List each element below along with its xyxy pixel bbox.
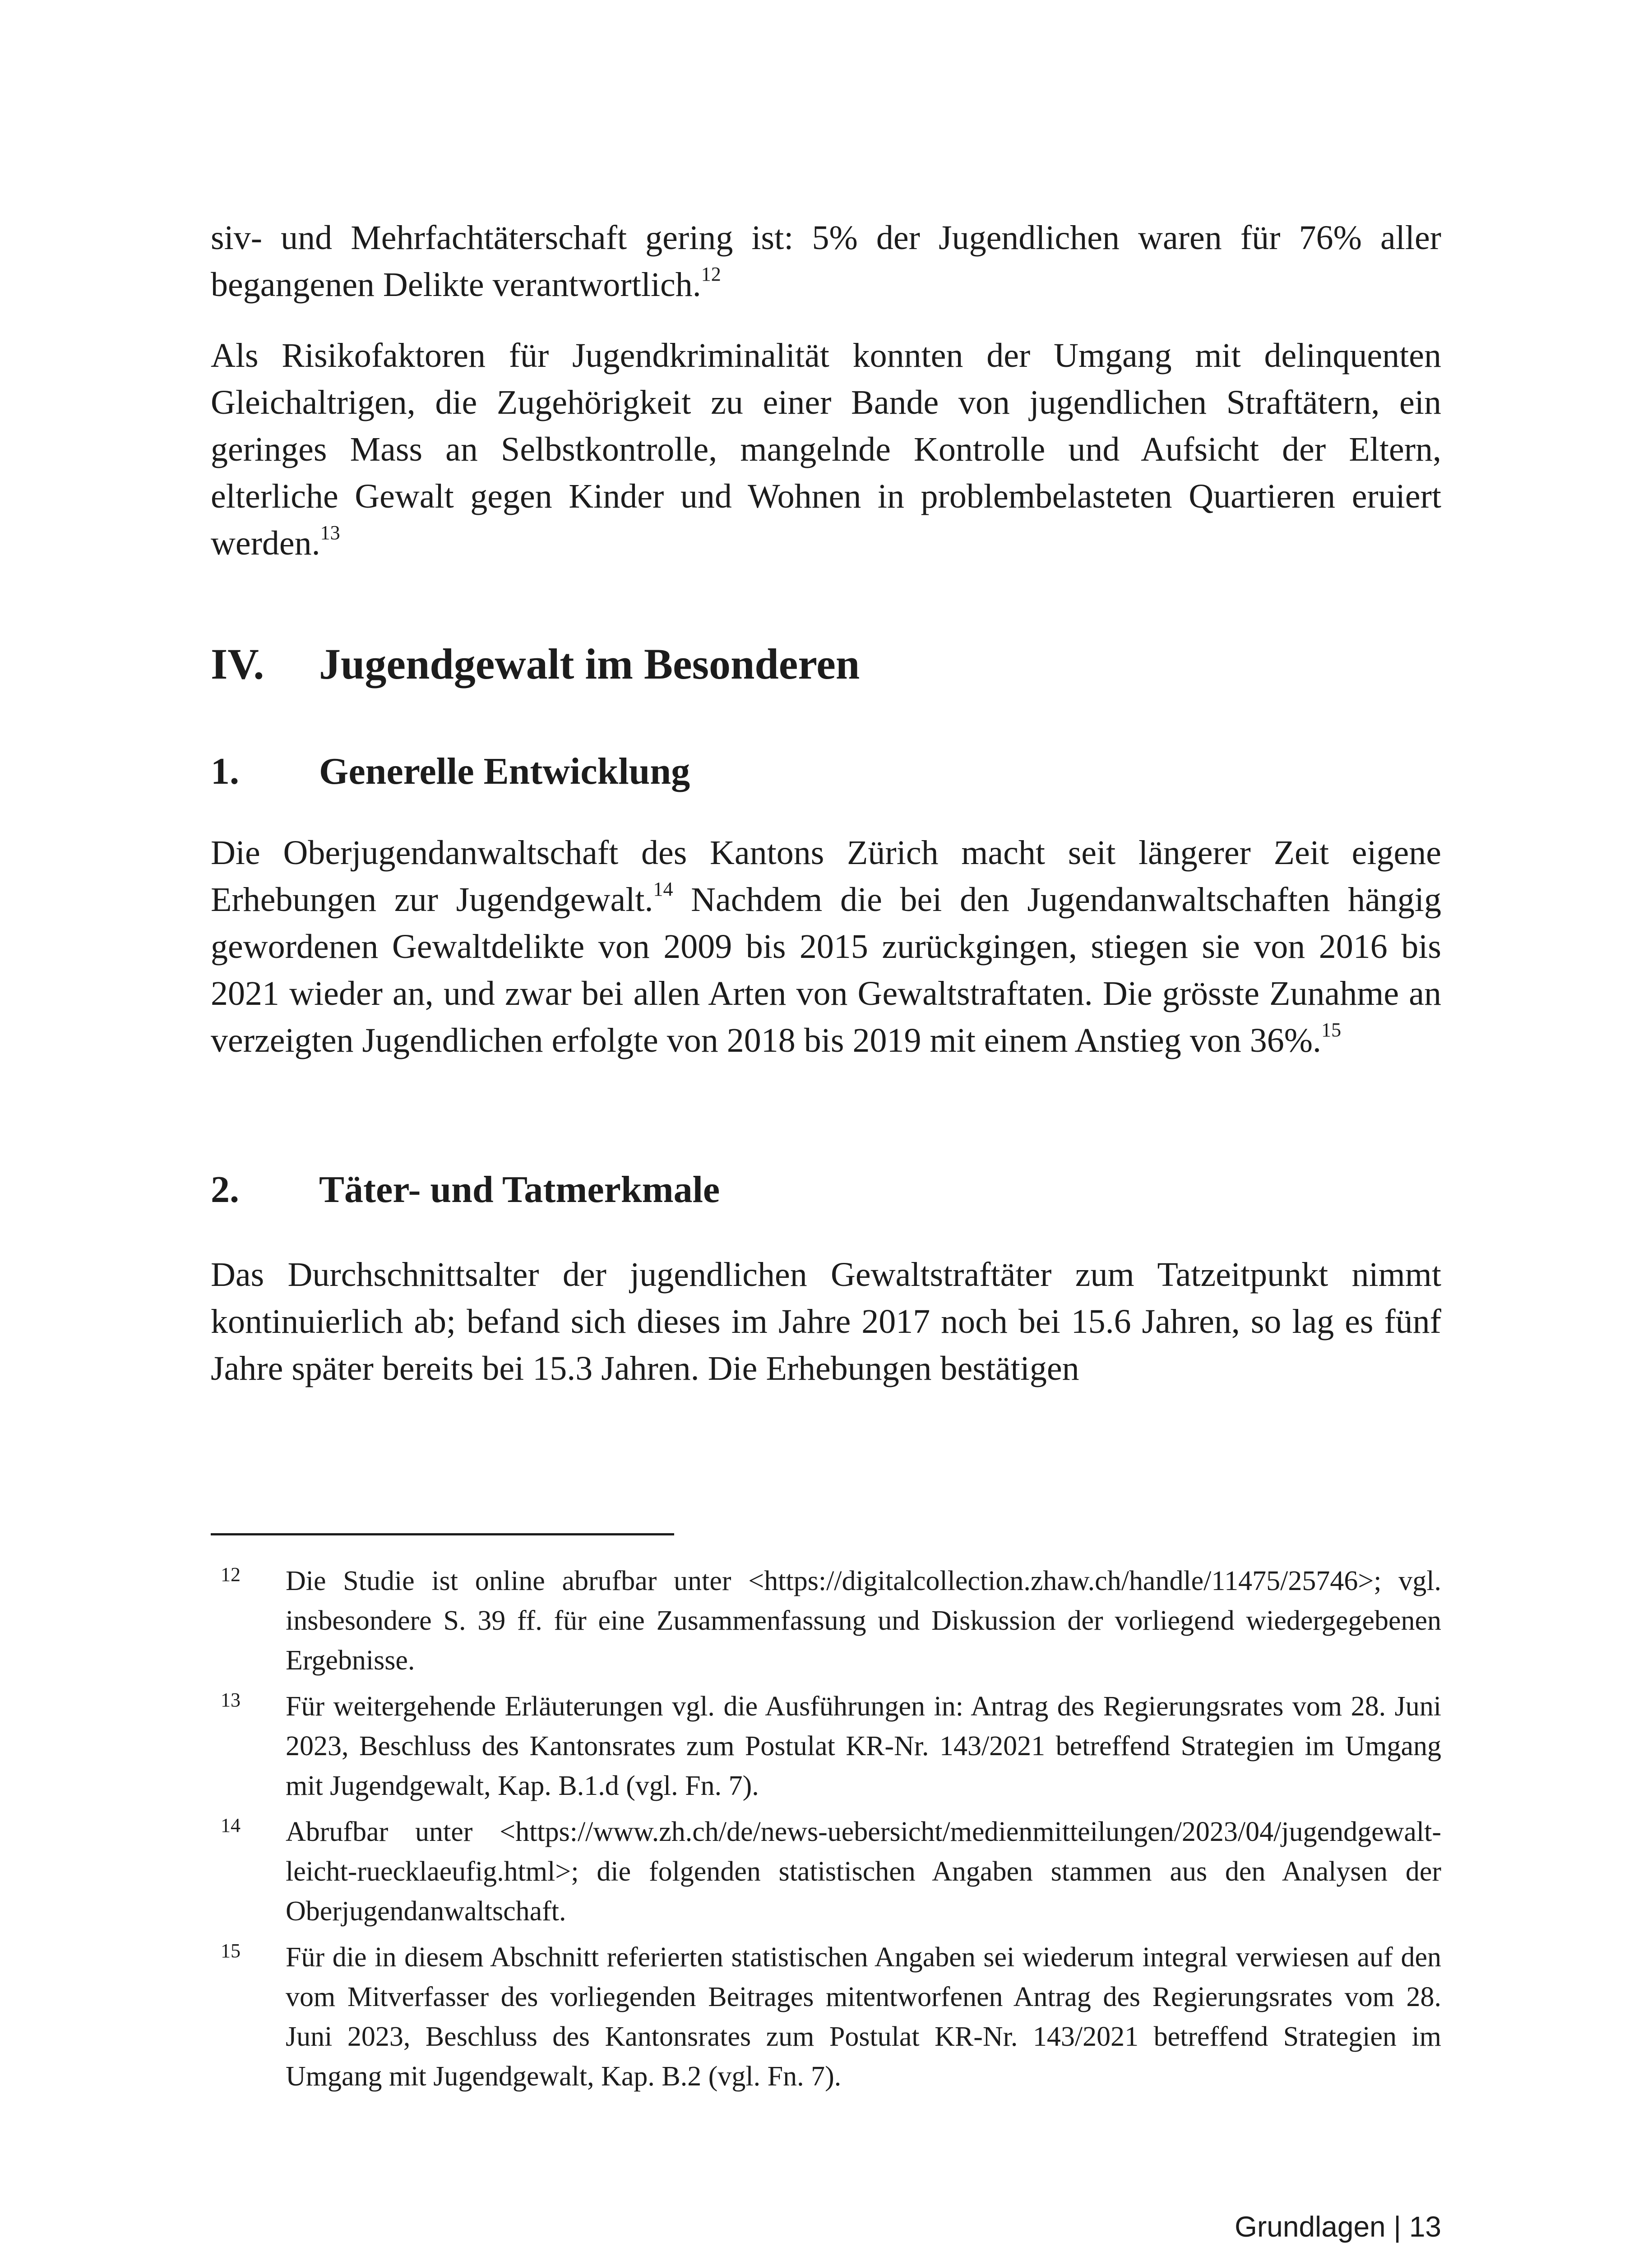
- footnote-separator: [211, 1533, 674, 1535]
- subsection-heading: [211, 747, 690, 796]
- section-number: IV.: [211, 640, 264, 688]
- paragraph-risk-factors: [211, 332, 1441, 567]
- footnote: [211, 1937, 1441, 2096]
- paragraph-text: Die Oberjugendanwaltschaft des Kantons Zürich macht seit längerer Zeit eigene Erhebungen zur Jugendgewalt.: [211, 834, 1441, 919]
- paragraph-offender-features: [211, 1251, 1441, 1392]
- footnote-ref[interactable]: 13: [320, 522, 340, 544]
- paragraph-text: Das Durchschnittsalter der jugendlichen Gewaltstraftäter zum Tatzeitpunkt nimmt kontinuierlich ab; befand sich dieses im Jahre 2017 noch bei 15.6 Jahren, so lag es fünf Jahre später bereits bei 15.3 Jahren. Die Erhebungen bestätigen: [211, 1256, 1441, 1387]
- section-heading: [211, 637, 860, 691]
- subsection-number: 1.: [211, 750, 239, 792]
- footnote-text: Für weitergehende Erläuterungen vgl. die Ausführungen in: Antrag des Regierungsrates vom 28. Juni 2023, Beschluss des Kantonsrates zum Postulat KR-Nr. 143/2021 betreffend Strategien im Umgang mit Jugendgewalt, Kap. B.1.d (vgl. Fn. 7).: [286, 1691, 1441, 1801]
- paragraph-text: Als Risikofaktoren für Jugendkriminalität konnten der Umgang mit delinquenten Gleichaltrigen, die Zugehörigkeit zu einer Bande von jugendlichen Straftätern, ein geringes Mass an Selbstkontrolle, mangelnde Kontrolle und Aufsicht der Eltern, elterliche Gewalt gegen Kinder und Wohnen in problembelasteten Quartieren eruiert werden.: [211, 337, 1441, 562]
- footer-separator: |: [1393, 2210, 1402, 2243]
- paragraph-continuation: [211, 214, 1441, 308]
- subsection-number: 2.: [211, 1169, 239, 1211]
- paragraph-text: siv- und Mehrfachtäterschaft gering ist: 5% der Jugendlichen waren für 76% aller begangenen Delikte verantwortlich.: [211, 219, 1441, 304]
- footnote-number: 15: [221, 1940, 241, 1962]
- footnote-text: Für die in diesem Abschnitt referierten statistischen Angaben sei wiederum integral verwiesen auf den vom Mitverfasser des vorliegenden Beitrages mitentworfenen Antrag des Regierungsrates vom 28. Juni 2023, Beschluss des Kantonsrates zum Postulat KR-Nr. 143/2021 betreffend Strategien im Umgang mit Jugendgewalt, Kap. B.2 (vgl. Fn. 7).: [286, 1942, 1441, 2092]
- footnote-text: Abrufbar unter <https://www.zh.ch/de/news-uebersicht/medienmitteilungen/2023/04/jugendgewalt-leicht-ruecklaeufig.html>; die folgenden statistischen Angaben stammen aus den Analysen der Oberjugendanwaltschaft.: [286, 1817, 1441, 1927]
- subsection-title: Täter- und Tatmerkmale: [319, 1169, 720, 1211]
- footnote-number: 14: [221, 1814, 241, 1836]
- footnote-ref[interactable]: 15: [1321, 1019, 1342, 1041]
- footnotes: [211, 1561, 1441, 2103]
- subsection-heading: [211, 1165, 720, 1215]
- footnote-number: 13: [221, 1689, 241, 1711]
- subsection-title: Generelle Entwicklung: [319, 750, 690, 792]
- footnote-ref[interactable]: 12: [701, 263, 721, 285]
- footnote: [211, 1687, 1441, 1806]
- footer-section: Grundlagen: [1235, 2210, 1386, 2243]
- paragraph-text: Nachdem die bei den Jugendanwaltschaften hängig gewordenen Gewaltdelikte von 2009 bis 2015 zurückgingen, stiegen sie von 2016 bis 2021 wieder an, und zwar bei allen Arten von Gewaltstraftaten. Die grösste Zunahme an verzeigten Jugendlichen erfolgte von 2018 bis 2019 mit einem Anstieg von 36%.: [211, 881, 1441, 1059]
- footnote-ref[interactable]: 14: [653, 878, 673, 900]
- page-footer: [1235, 2209, 1441, 2245]
- footnote: [211, 1812, 1441, 1931]
- section-title: Jugendgewalt im Besonderen: [319, 640, 860, 688]
- footnote-number: 12: [221, 1563, 241, 1586]
- footnote: [211, 1561, 1441, 1680]
- page-number: 13: [1409, 2210, 1441, 2243]
- footnote-text: Die Studie ist online abrufbar unter <https://digitalcollection.zhaw.ch/handle/11475/25746>; vgl. insbesondere S. 39 ff. für eine Zusammenfassung und Diskussion der vorliegend wiedergegebenen Ergebnisse.: [286, 1566, 1441, 1676]
- paragraph-development: [211, 829, 1441, 1064]
